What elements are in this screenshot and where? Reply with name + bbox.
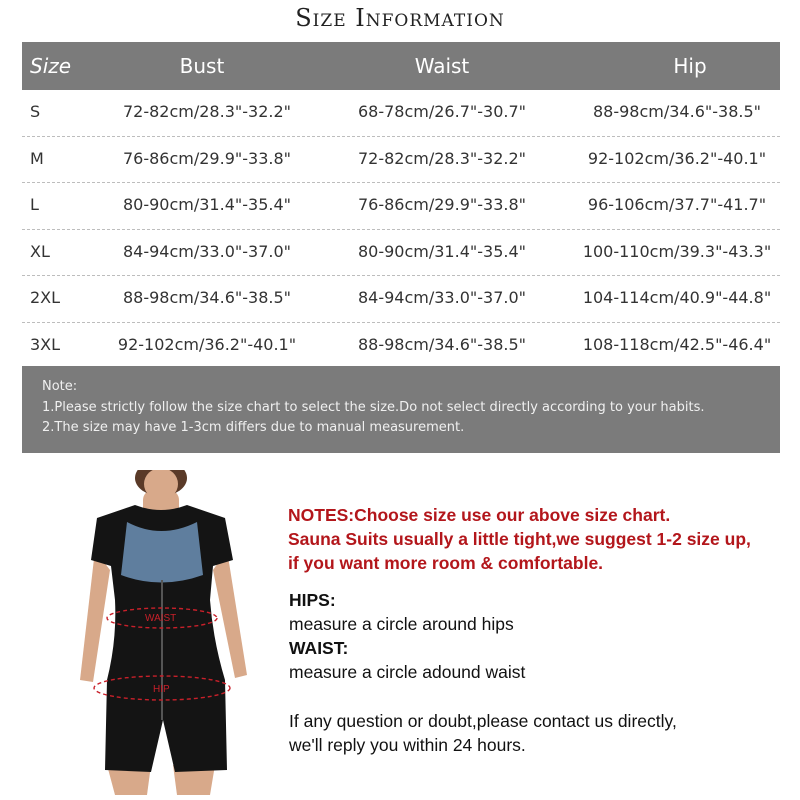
size-table [22,42,780,369]
cell-waist: 80-90cm/31.4"-35.4" [357,241,526,261]
cell-bust: 88-98cm/34.6"-38.5" [122,288,291,307]
table-row [22,90,780,137]
contact-line-1: If any question or doubt,please contact us directly, [289,711,677,731]
waist-label: WAIST [145,613,177,624]
cell-size: XL [30,241,50,261]
cell-bust: 84-94cm/33.0"-37.0" [122,241,291,261]
header-size: Size [30,54,72,78]
header-waist: Waist [414,54,470,78]
cell-hip: 96-106cm/37.7"-41.7" [587,195,767,214]
cell-size: L [30,195,39,214]
cell-bust: 72-82cm/28.3"-32.2" [122,102,291,121]
contact-line-2: we'll reply you within 24 hours. [289,735,526,755]
cell-hip: 104-114cm/40.9"-44.8" [582,288,772,307]
cell-bust: 80-90cm/31.4"-35.4" [122,195,291,214]
hip-label: HIP [153,684,170,695]
table-row [22,323,780,370]
cell-waist: 68-78cm/26.7"-30.7" [357,102,526,121]
table-row [22,137,780,184]
note-line-1: 1.Please strictly follow the size chart to select the size.Do not select directly according to your habits. [42,400,705,415]
table-row [22,183,780,230]
table-header [22,42,780,90]
cell-bust: 76-86cm/29.9"-33.8" [122,148,291,168]
hips-heading: HIPS: [289,590,336,610]
cell-hip: 100-110cm/39.3"-43.3" [582,241,772,261]
cell-bust: 92-102cm/36.2"-40.1" [117,334,297,354]
hips-text: measure a circle around hips [289,614,514,634]
blue-inner-shape [121,522,203,583]
model-figure-image [55,470,270,795]
cell-size: 2XL [30,288,61,307]
cell-hip: 88-98cm/34.6"-38.5" [592,102,761,121]
note-box [22,366,780,453]
cell-hip: 108-118cm/42.5"-46.4" [582,334,772,354]
notes-line-2: Sauna Suits usually a little tight,we suggest 1-2 size up, [288,529,751,549]
notes-line-1: NOTES:Choose size use our above size chart. [288,505,671,525]
cell-hip: 92-102cm/36.2"-40.1" [587,148,767,168]
cell-waist: 76-86cm/29.9"-33.8" [357,195,526,214]
cell-waist: 72-82cm/28.3"-32.2" [357,148,526,168]
header-hip: Hip [673,54,707,78]
cell-size: 3XL [30,334,61,354]
waist-text: measure a circle adound waist [289,662,526,682]
table-row [22,230,780,277]
header-bust: Bust [179,54,225,78]
cell-waist: 84-94cm/33.0"-37.0" [357,288,526,307]
waist-heading: WAIST: [289,638,349,658]
notes-line-3: if you want more room & comfortable. [288,553,604,573]
left-arm-shape [80,550,110,682]
table-row [22,276,780,323]
note-line-2: 2.The size may have 1-3cm differs due to manual measurement. [42,420,465,435]
note-heading: Note: [42,379,78,394]
cell-size: M [30,148,44,168]
cell-size: S [30,102,41,121]
page-title: Size Information [295,4,505,32]
size-notes [288,503,751,575]
cell-waist: 88-98cm/34.6"-38.5" [357,334,526,354]
